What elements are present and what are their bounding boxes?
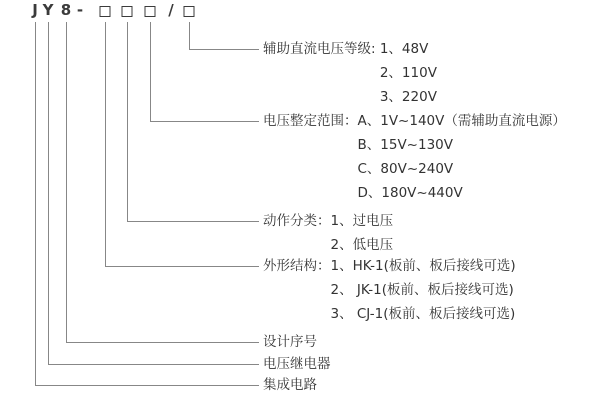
placeholder-box-aux	[184, 6, 195, 17]
callout-line-integrated-circuit	[35, 22, 259, 386]
model-letter-j: J	[32, 1, 38, 19]
placeholder-box-range	[145, 6, 156, 17]
callout-item: 2、低电压	[330, 237, 394, 253]
callout-design-serial-number	[263, 330, 317, 354]
callout-item: 2、 JK-1(板前、板后接线可选)	[330, 282, 514, 298]
callout-label: 辅助直流电压等级:	[263, 41, 380, 57]
callout-label: 动作分类：	[263, 213, 331, 229]
callout-item: 3、 CJ-1(板前、板后接线可选)	[330, 306, 516, 322]
callout-outline-structure	[263, 254, 516, 326]
callout-item: 1、过电压	[330, 213, 394, 229]
placeholder-box-structure	[100, 6, 111, 17]
model-dash: -	[76, 1, 84, 19]
model-digit-8: 8	[60, 1, 72, 19]
callout-label: 电压继电器	[263, 356, 331, 372]
callout-label: 集成电路	[263, 377, 317, 393]
callout-label: 设计序号	[263, 334, 317, 350]
callout-action-classification	[263, 209, 393, 257]
model-letter-y: Y	[42, 1, 54, 19]
callout-label: 电压整定范围：	[263, 113, 358, 129]
placeholder-box-action	[122, 6, 133, 17]
callout-voltage-setting-range	[263, 109, 566, 205]
callout-item: 2、110V	[379, 65, 437, 81]
callout-item: C、80V~240V	[357, 161, 454, 177]
callout-aux-dc-voltage-grade	[263, 37, 437, 109]
callout-item: 3、220V	[379, 89, 437, 105]
callout-item: D、180V~440V	[357, 185, 463, 201]
callout-item: B、15V~130V	[357, 137, 453, 153]
callout-integrated-circuit	[263, 373, 317, 397]
callout-item: 1、HK-1(板前、板后接线可选)	[330, 258, 516, 274]
callout-item: A、1V~140V（需辅助直流电源）	[357, 113, 566, 129]
model-slash: /	[168, 1, 174, 19]
callout-label: 外形结构：	[263, 258, 331, 274]
callout-item: 1、48V	[379, 41, 429, 57]
